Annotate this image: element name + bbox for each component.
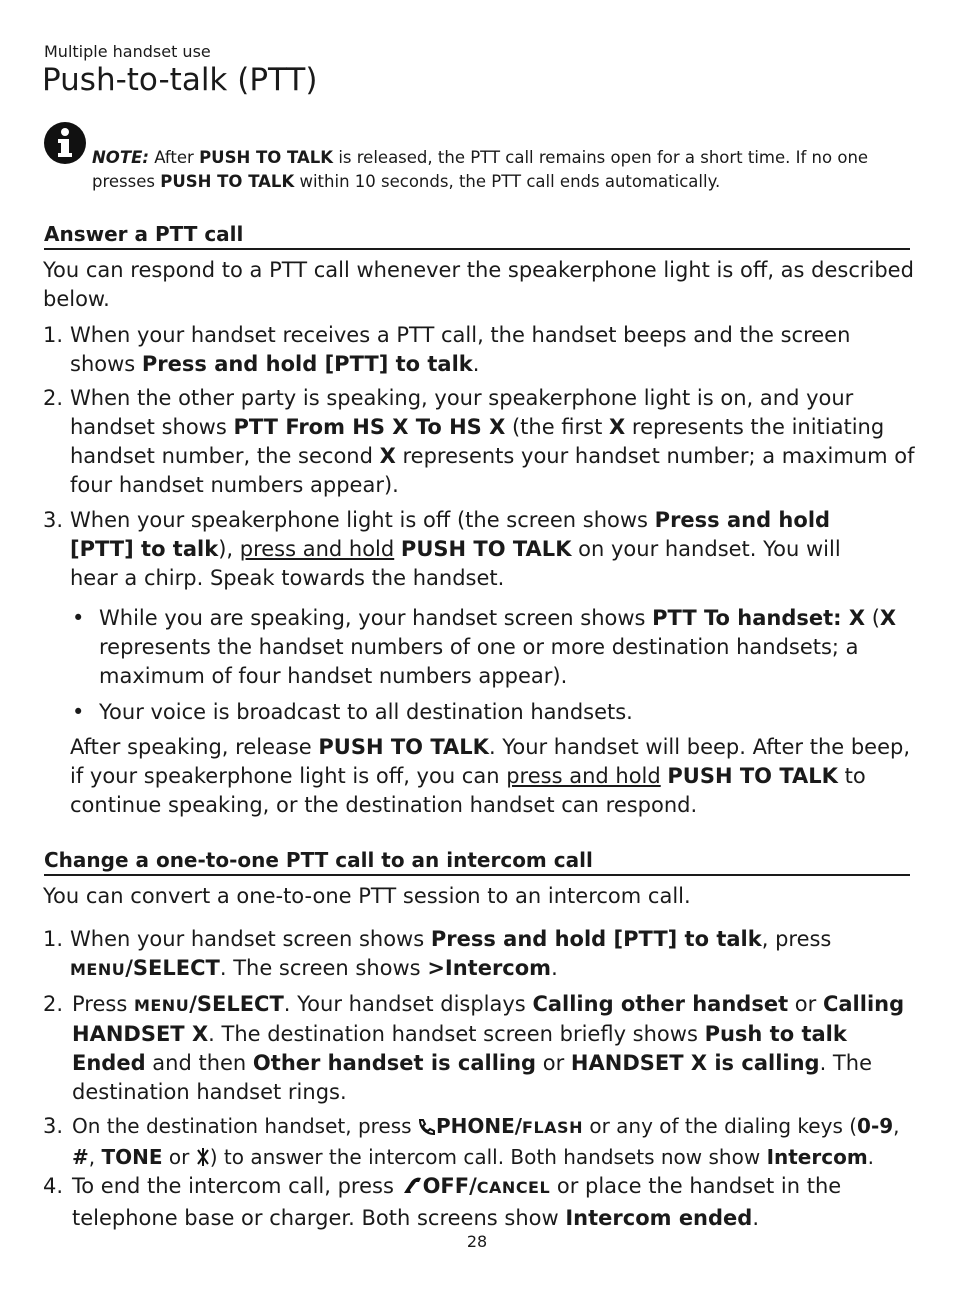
step-number: 4.	[43, 1174, 64, 1198]
bullet-marker: •	[72, 700, 85, 724]
answer-step-2: When the other party is speaking, your speakerphone light is on, and your handset shows PTT From HS X To HS X (the first X represents the initiating handset number, the second X represents your handset number; a maximum of four handset numbers appear).	[70, 386, 915, 497]
change-step-2: Press MENU/SELECT. Your handset displays Calling other handset or Calling HANDSET X. The destination handset screen briefly shows Push to talk Ended and then Other handset is calling or HANDSET X is calling. The destination handset rings.	[72, 992, 905, 1104]
page-number: 28	[466, 1232, 488, 1251]
answer-bullet-2: Your voice is broadcast to all destination handsets.	[99, 700, 633, 724]
info-icon	[44, 122, 86, 164]
heading-change-ptt: Change a one-to-one PTT call to an intercom call	[44, 848, 910, 876]
section-label: Multiple handset use	[44, 42, 211, 61]
change-step-1: When your handset screen shows Press and hold [PTT] to talk, press MENU/SELECT. The screen shows >Intercom.	[70, 927, 832, 980]
phone-hangup-icon	[401, 1175, 423, 1204]
heading-answer-ptt: Answer a PTT call	[44, 222, 910, 250]
step-number: 1.	[43, 927, 64, 951]
step-number: 2.	[43, 992, 64, 1016]
step-number: 3.	[43, 508, 64, 532]
answer-step-3: When your speakerphone light is off (the screen shows Press and hold [PTT] to talk), press and hold PUSH TO TALK on your handset. You will hear a chirp. Speak towards the handset.	[70, 508, 841, 590]
answer-bullet-1: While you are speaking, your handset screen shows PTT To handset: X (X represents the handset numbers of one or more destination handsets; a maximum of four handset numbers appear).	[99, 606, 897, 688]
change-step-3: On the destination handset, press PHONE/FLASH or any of the dialing keys (0-9, #, TONE or ) to answer the intercom call. Both handsets now show Intercom.	[72, 1112, 917, 1174]
step-number: 2.	[43, 386, 64, 410]
phone-icon	[418, 1115, 436, 1143]
answer-after: After speaking, release PUSH TO TALK. Your handset will beep. After the beep, if your speakerphone light is off, you can press and hold PUSH TO TALK to continue speaking, or the destination handset can respond.	[70, 735, 911, 817]
change-step-4: To end the intercom call, press OFF/CANCEL or place the handset in the telephone base or charger. Both screens show Intercom ended.	[72, 1174, 842, 1230]
note-text: NOTE: After PUSH TO TALK is released, the PTT call remains open for a short time. If no one presses PUSH TO TALK within 10 seconds, the PTT call ends automatically.	[92, 148, 869, 191]
answer-step-1: When your handset receives a PTT call, the handset beeps and the screen shows Press and hold [PTT] to talk.	[70, 323, 851, 376]
page-title: Push-to-talk (PTT)	[42, 62, 318, 98]
tone-star-icon	[196, 1146, 210, 1174]
change-intro: You can convert a one-to-one PTT session to an intercom call.	[43, 884, 691, 908]
step-number: 1.	[43, 323, 64, 347]
answer-intro: You can respond to a PTT call whenever the speakerphone light is off, as described below.	[43, 258, 914, 311]
bullet-marker: •	[72, 606, 85, 630]
step-number: 3.	[43, 1114, 64, 1138]
